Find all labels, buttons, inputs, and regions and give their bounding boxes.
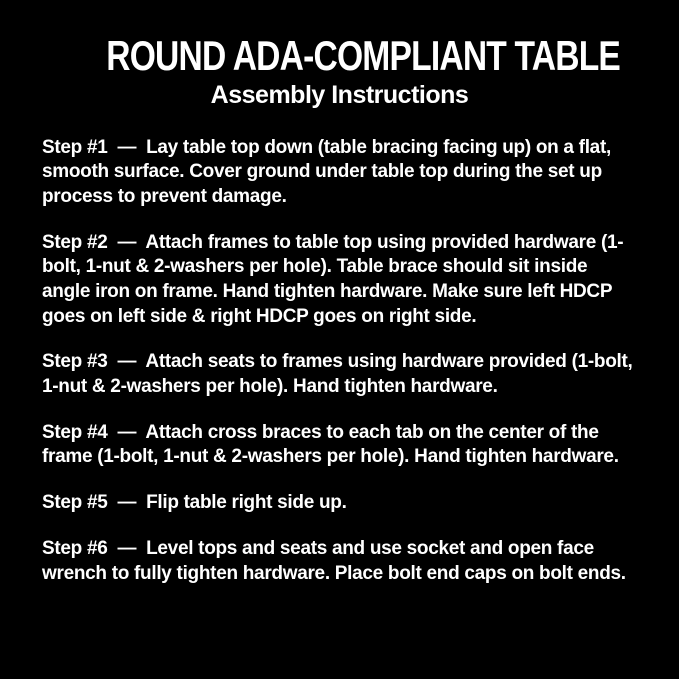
step-2-paragraph: Step #2 — Attach frames to table top using provided hardware (1-bolt, 1-nut & 2-washers per hole). Table brace should sit inside angle iron on frame. Hand tighten hardware. Make sure left HDCP goes on left side & right HDCP goes on right side.: [42, 231, 624, 327]
steps-list: [42, 136, 637, 587]
step-4-paragraph: Step #4 — Attach cross braces to each tab on the center of the frame (1-bolt, 1-nut & 2-washers per hole). Hand tighten hardware.: [42, 421, 619, 468]
step-5-paragraph: Step #5 — Flip table right side up.: [42, 492, 347, 514]
step-6-paragraph: Step #6 — Level tops and seats and use socket and open face wrench to fully tighten hardware. Place bolt end caps on bolt ends.: [42, 537, 626, 584]
poster-title-text: ROUND ADA-COMPLIANT TABLE: [106, 32, 621, 79]
step-3-paragraph: Step #3 — Attach seats to frames using hardware provided (1-bolt, 1-nut & 2-washers per hole). Hand tighten hardware.: [42, 351, 638, 398]
poster-subtitle: Assembly Instructions: [210, 81, 469, 110]
poster-title: [42, 34, 637, 78]
step-1-paragraph: Step #1 — Lay table top down (table bracing facing up) on a flat, smooth surface. Cover ground under table top during the set up process to prevent damage.: [42, 136, 616, 207]
